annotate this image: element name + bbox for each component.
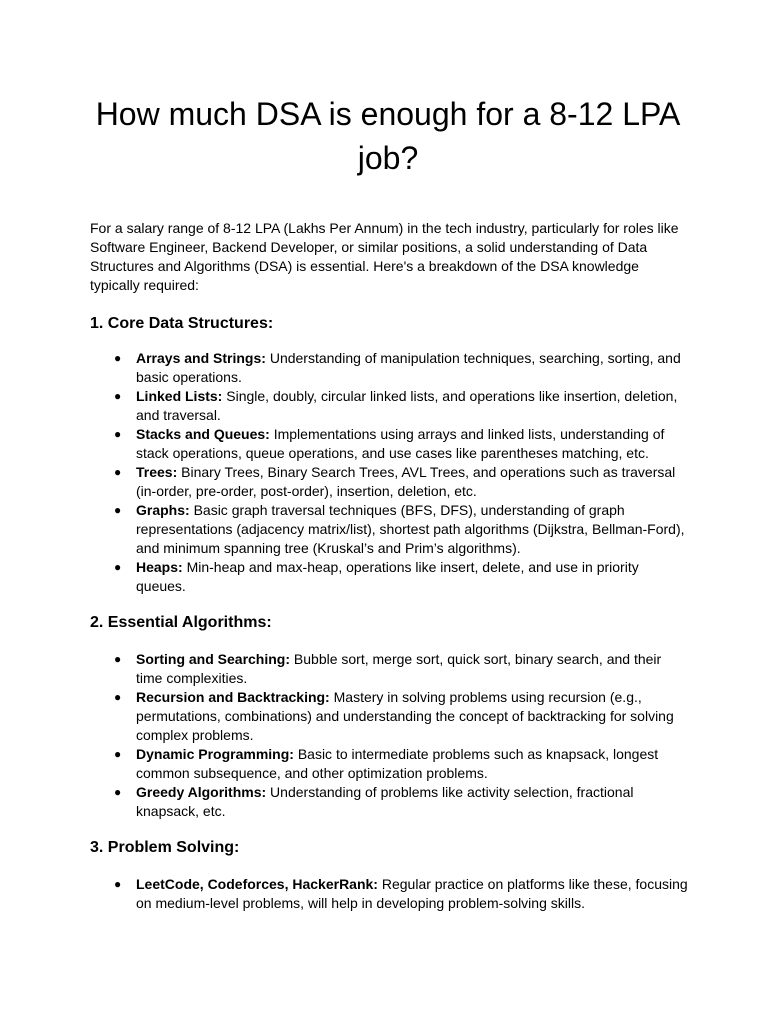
list-item-text: Understanding of problems like activity selection, fractional knapsack, etc. <box>136 784 634 819</box>
list-item-text: Bubble sort, merge sort, quick sort, binary search, and their time complexities. <box>136 651 662 686</box>
bullet-icon: ● <box>114 877 122 891</box>
list-item-term: Linked Lists: <box>136 388 223 404</box>
page-title: How much DSA is enough for a 8-12 LPA job? <box>95 96 681 176</box>
list-item-text: Mastery in solving problems using recursion (e.g., permutations, combinations) and understanding the concept of backtracking for solving complex problems. <box>136 689 674 743</box>
list-item-text: Single, doubly, circular linked lists, and operations like insertion, deletion, and traversal. <box>136 388 678 423</box>
list-item <box>90 783 690 821</box>
bullet-icon: ● <box>114 690 122 704</box>
problem-solving-list <box>90 875 690 913</box>
essential-algorithms-list <box>90 650 690 821</box>
list-item <box>90 387 690 425</box>
section-heading-problem-solving: 3. Problem Solving: <box>90 839 240 856</box>
section-heading-essential-algorithms: 2. Essential Algorithms: <box>90 614 272 631</box>
bullet-icon: ● <box>114 652 122 666</box>
list-item-text: Min-heap and max-heap, operations like insert, delete, and use in priority queues. <box>136 559 639 594</box>
list-item <box>90 558 690 596</box>
list-item <box>90 349 690 387</box>
list-item-text: Understanding of manipulation techniques, searching, sorting, and basic operations. <box>136 350 681 385</box>
list-item-term: Stacks and Queues: <box>136 426 270 442</box>
list-item-term: Dynamic Programming: <box>136 746 294 762</box>
list-item-term: Heaps: <box>136 559 183 575</box>
bullet-icon: ● <box>114 503 122 517</box>
list-item-text: Basic graph traversal techniques (BFS, DFS), understanding of graph representations (adjacency matrix/list), shortest path algorithms (Dijkstra, Bellman-Ford), and minimum spanning tree (Kruskal’s and Prim’s algorithms). <box>136 502 685 556</box>
bullet-icon: ● <box>114 785 122 799</box>
list-item-text: Regular practice on platforms like these, focusing on medium-level problems, will help in developing problem-solving skills. <box>136 876 688 911</box>
list-item <box>90 425 690 463</box>
list-item <box>90 875 690 913</box>
bullet-icon: ● <box>114 389 122 403</box>
core-data-structures-list <box>90 349 690 596</box>
list-item-term: Trees: <box>136 464 178 480</box>
section-heading-core-data-structures: 1. Core Data Structures: <box>90 315 274 332</box>
list-item-term: LeetCode, Codeforces, HackerRank: <box>136 876 378 892</box>
list-item <box>90 463 690 501</box>
list-item <box>90 650 690 688</box>
bullet-icon: ● <box>114 747 122 761</box>
list-item-text: Basic to intermediate problems such as knapsack, longest common subsequence, and other optimization problems. <box>136 746 659 781</box>
list-item-term: Arrays and Strings: <box>136 350 266 366</box>
bullet-icon: ● <box>114 560 122 574</box>
bullet-icon: ● <box>114 465 122 479</box>
list-item <box>90 745 690 783</box>
list-item <box>90 501 690 558</box>
list-item-term: Sorting and Searching: <box>136 651 291 667</box>
bullet-icon: ● <box>114 427 122 441</box>
list-item-term: Greedy Algorithms: <box>136 784 267 800</box>
list-item-term: Recursion and Backtracking: <box>136 689 330 705</box>
list-item-text: Implementations using arrays and linked lists, understanding of stack operations, queue operations, and use cases like parentheses matching, etc. <box>136 426 665 461</box>
list-item-text: Binary Trees, Binary Search Trees, AVL Trees, and operations such as traversal (in-order, pre-order, post-order), insertion, deletion, etc. <box>136 464 676 499</box>
intro-paragraph: For a salary range of 8-12 LPA (Lakhs Per Annum) in the tech industry, particularly for roles like Software Engineer, Backend Developer, or similar positions, a solid understanding of Data Structures and Algorithms (DSA) is essential. Here's a breakdown of the DSA knowledge typically required: <box>90 220 679 293</box>
bullet-icon: ● <box>114 351 122 365</box>
list-item-term: Graphs: <box>136 502 190 518</box>
list-item <box>90 688 690 745</box>
